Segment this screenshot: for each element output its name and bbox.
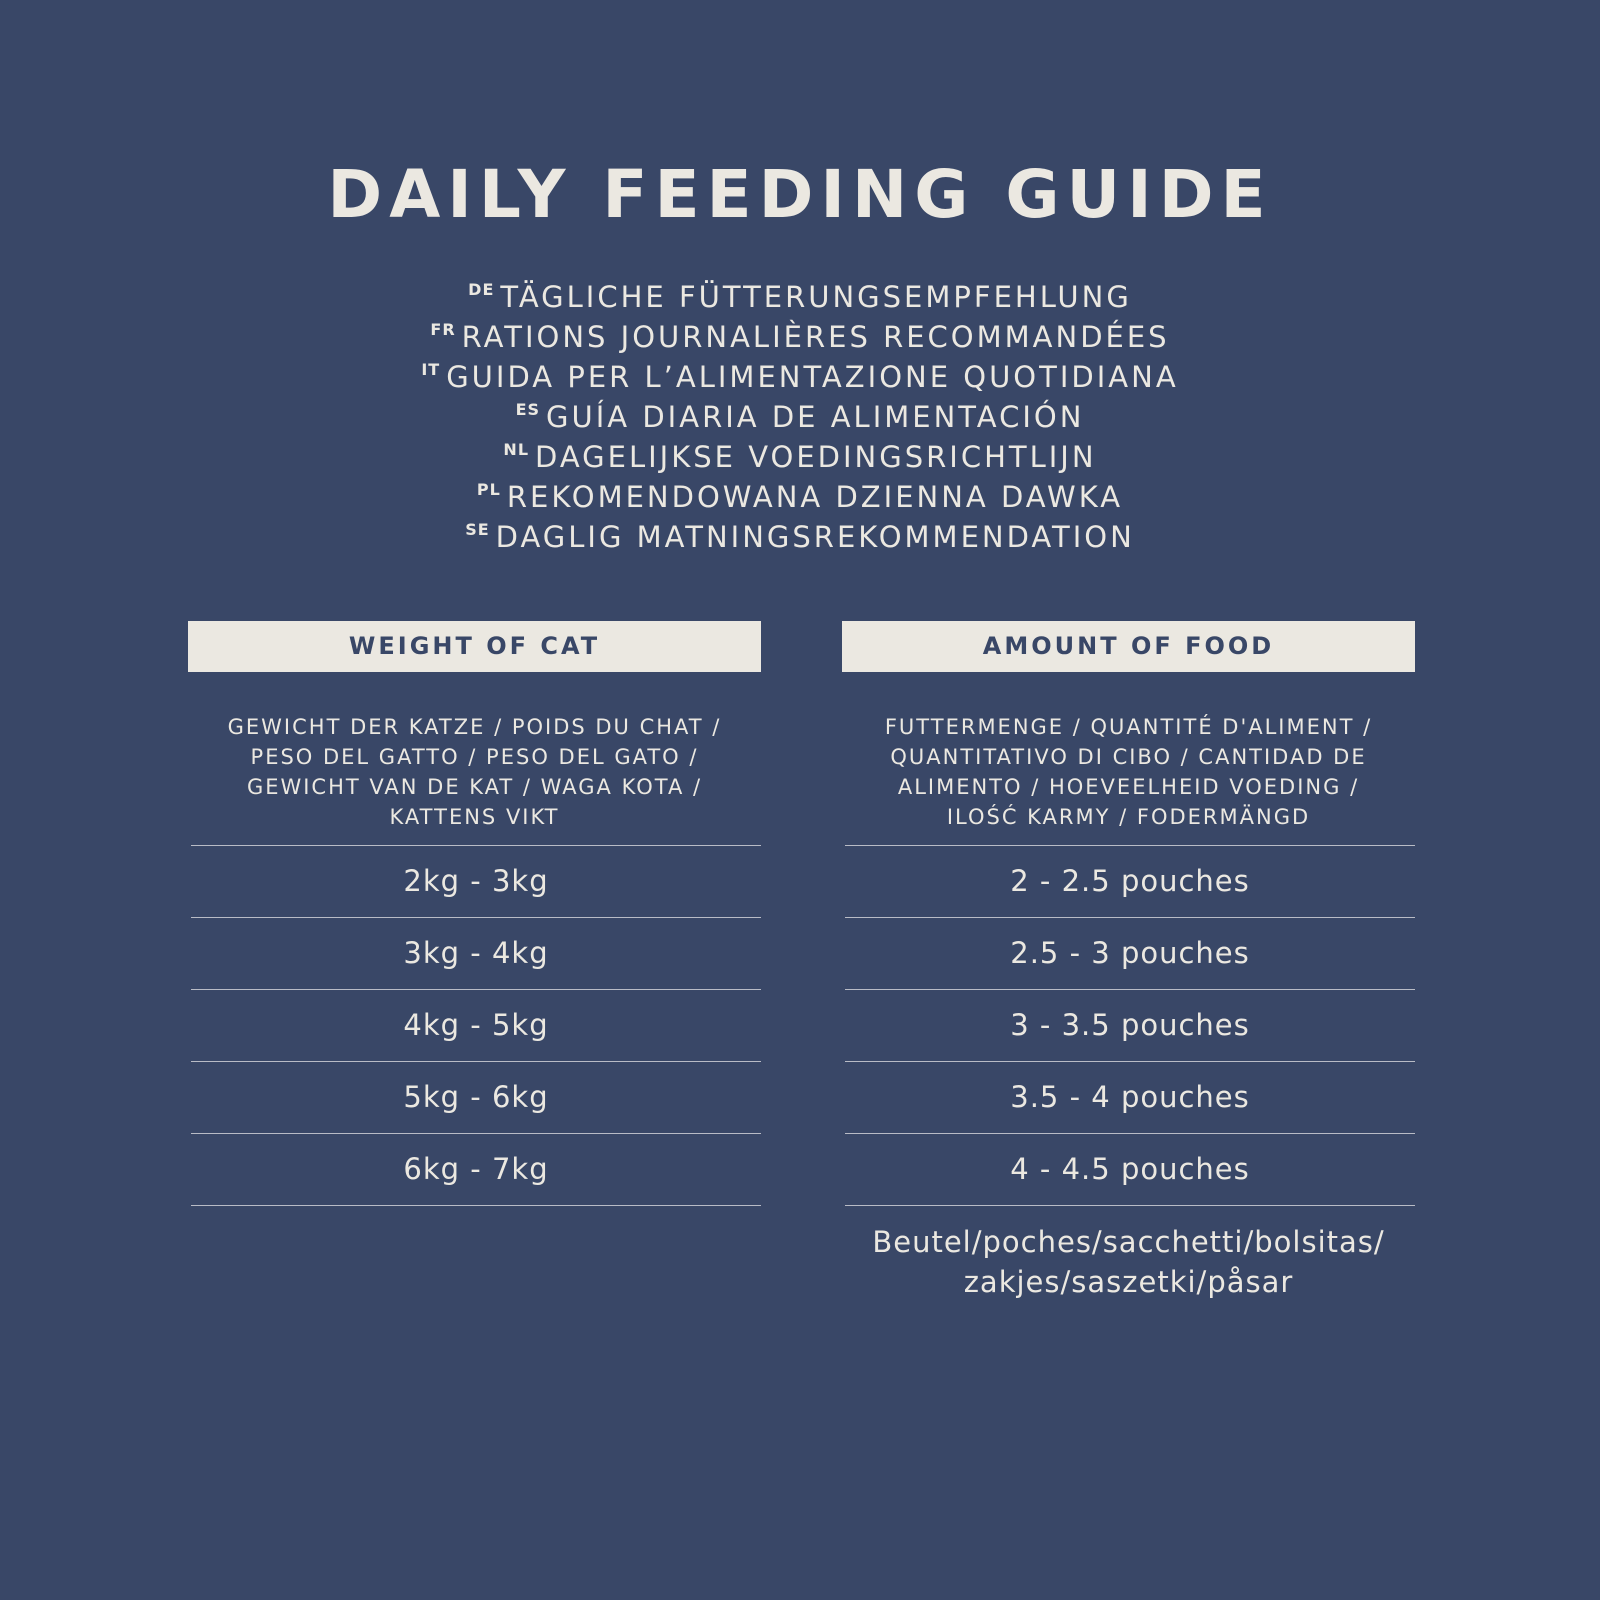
subtitle-de [0,270,1600,314]
subtitle-text: GUÍA DIARIA DE ALIMENTACIÓN [546,400,1085,434]
subtitle-text: REKOMENDOWANA DZIENNA DAWKA [506,480,1124,514]
subtitle-nl [0,430,1600,474]
subtitle-text: GUIDA PER L’ALIMENTAZIONE QUOTIDIANA [446,360,1179,394]
amount-column [842,621,1415,1302]
table-row: 3 - 3.5 pouches [845,989,1415,1061]
weight-column [188,621,761,1206]
page-title: DAILY FEEDING GUIDE [327,156,1273,233]
table-row: 2.5 - 3 pouches [845,917,1415,989]
language-code: ES [515,400,541,419]
table-row: 4kg - 5kg [191,989,761,1061]
subtitle-se [0,510,1600,554]
table-row: 6kg - 7kg [191,1133,761,1206]
amount-rows [842,845,1415,1206]
subtitle-fr [0,310,1600,354]
table-row: 5kg - 6kg [191,1061,761,1133]
subtitle-text: DAGELIJKSE VOEDINGSRICHTLIJN [535,440,1097,474]
subtitle-text: DAGLIG MATNINGSREKOMMENDATION [495,520,1135,554]
weight-header: WEIGHT OF CAT [188,621,761,672]
weight-translations: GEWICHT DER KATZE / POIDS DU CHAT / PESO DEL GATTO / PESO DEL GATO / GEWICHT VAN DE KAT / WAGA KOTA / KATTENS VIKT [227,715,722,829]
subtitle-it [0,350,1600,394]
table-row: 4 - 4.5 pouches [845,1133,1415,1206]
table-row: 2kg - 3kg [191,845,761,917]
language-code: IT [421,360,441,379]
amount-translations: FUTTERMENGE / QUANTITÉ D'ALIMENT / QUANTITATIVO DI CIBO / CANTIDAD DE ALIMENTO / HOEVEELHEID VOEDING / ILOŚĆ KARMY / FODERMÄNGD [884,715,1373,829]
subtitle-text: TÄGLICHE FÜTTERUNGSEMPFEHLUNG [500,280,1132,314]
language-code: FR [430,320,456,339]
amount-header: AMOUNT OF FOOD [842,621,1415,672]
language-code: SE [465,520,490,539]
language-code: PL [476,480,501,499]
units-line: zakjes/saszetki/påsar [963,1265,1294,1299]
subtitle-pl [0,470,1600,514]
subtitle-es [0,390,1600,434]
language-code: NL [503,440,530,459]
table-row: 2 - 2.5 pouches [845,845,1415,917]
units-line: Beutel/poches/sacchetti/bolsitas/ [872,1225,1385,1259]
weight-rows [188,845,761,1206]
table-row: 3.5 - 4 pouches [845,1061,1415,1133]
language-code: DE [468,280,495,299]
table-row: 3kg - 4kg [191,917,761,989]
translated-titles [0,270,1600,554]
pouch-units-note [842,1222,1415,1302]
subtitle-text: RATIONS JOURNALIÈRES RECOMMANDÉES [461,320,1170,354]
